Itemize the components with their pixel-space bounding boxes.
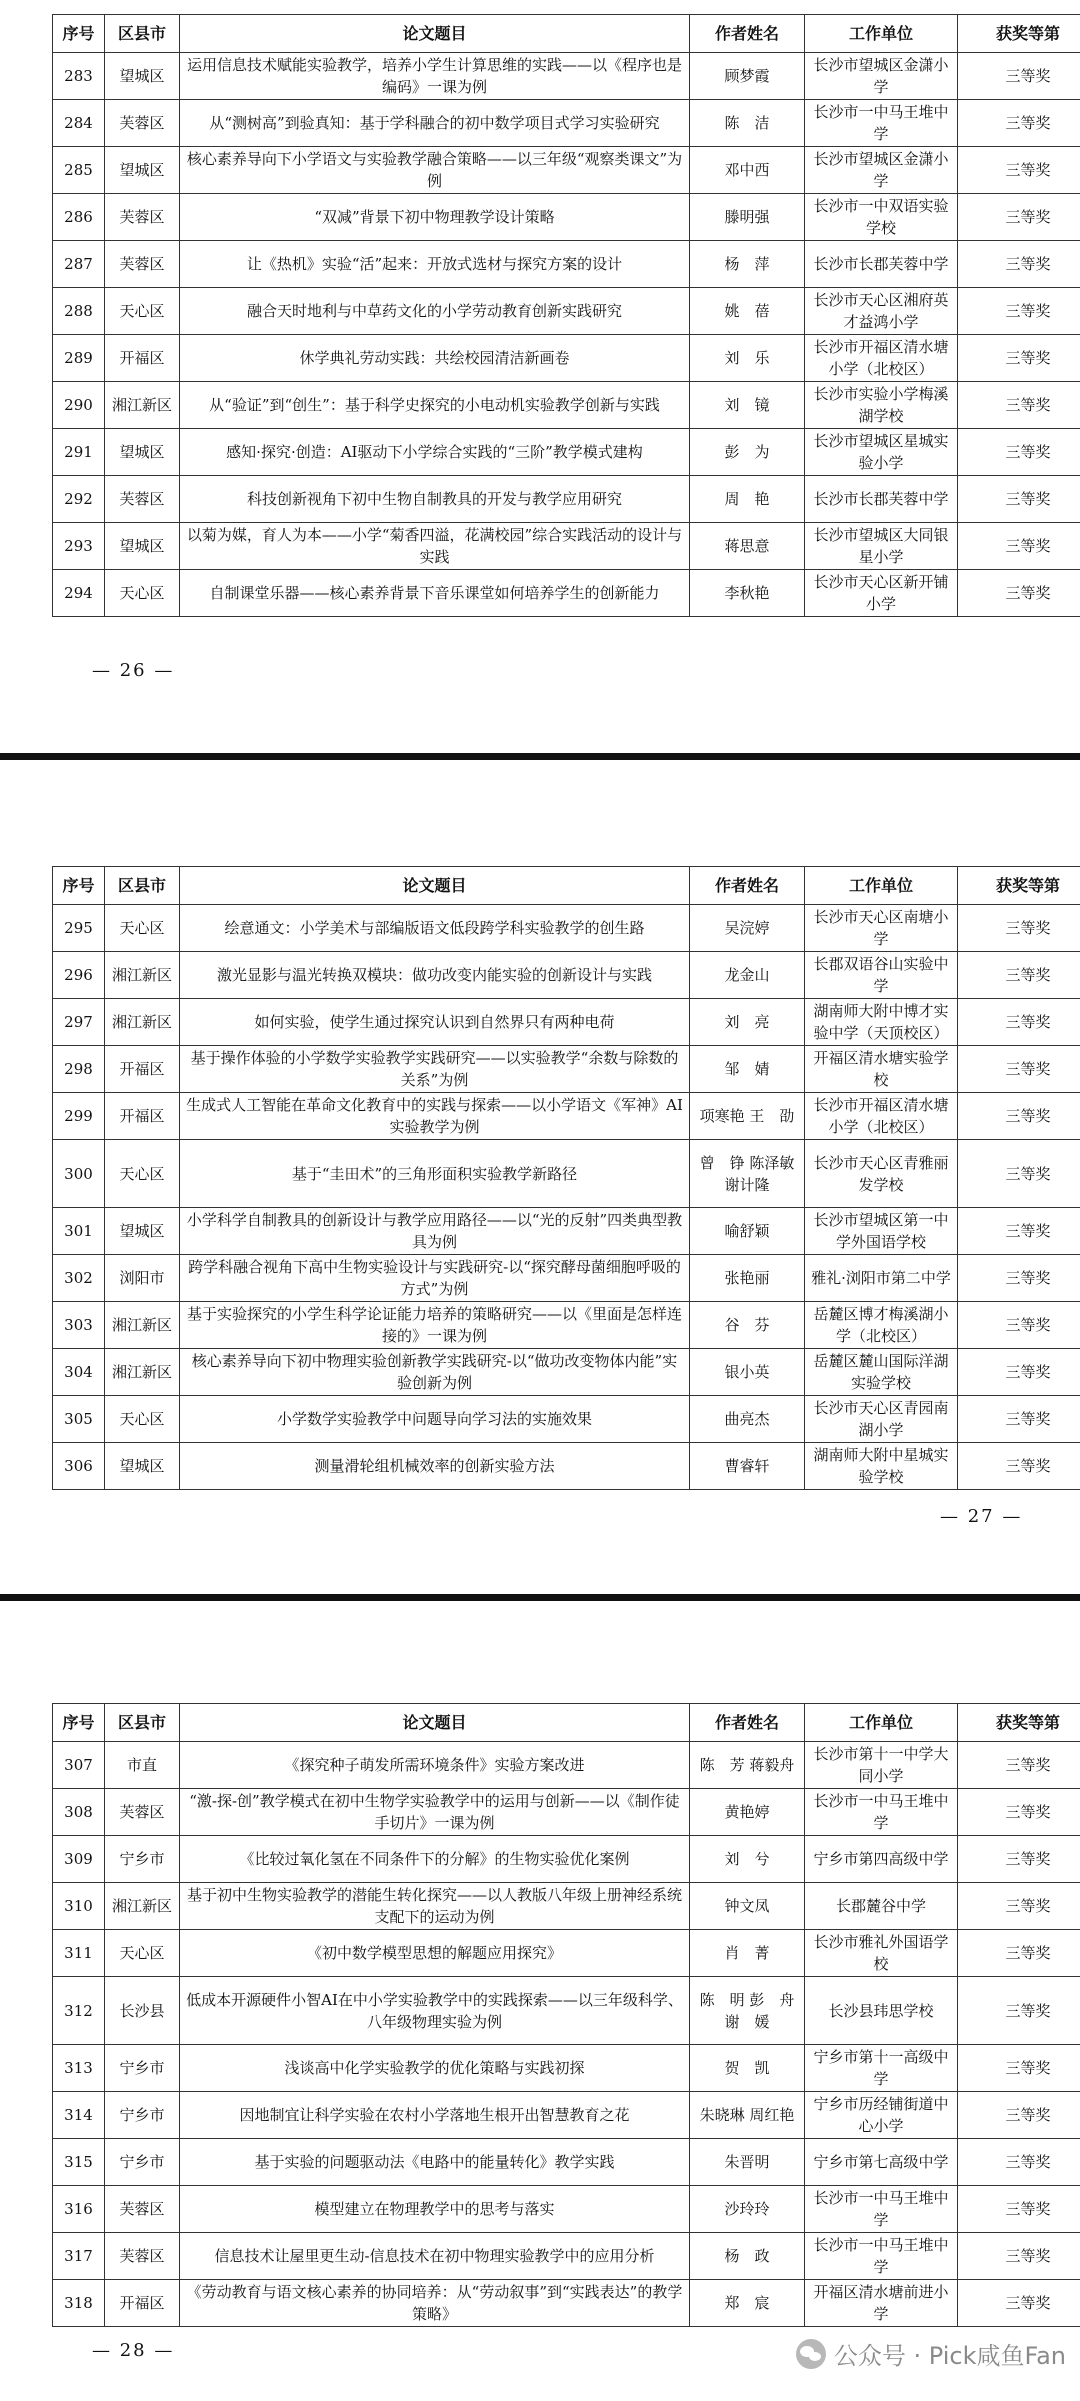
cell-author: 朱晓琳 周红艳 — [690, 2092, 805, 2139]
cell-title: 休学典礼劳动实践：共绘校园清洁新画卷 — [180, 335, 690, 382]
cell-number: 296 — [53, 952, 105, 999]
cell-author: 李秋艳 — [690, 570, 805, 617]
cell-number: 285 — [53, 147, 105, 194]
cell-district: 宁乡市 — [105, 2092, 180, 2139]
cell-author: 杨 萍 — [690, 241, 805, 288]
cell-unit: 长沙市一中双语实验学校 — [805, 194, 958, 241]
cell-unit: 长沙市天心区湘府英才益鸿小学 — [805, 288, 958, 335]
cell-author: 朱晋明 — [690, 2139, 805, 2186]
cell-unit: 开福区清水塘实验学校 — [805, 1046, 958, 1093]
cell-award: 三等奖 — [958, 523, 1080, 570]
cell-unit: 宁乡市第四高级中学 — [805, 1836, 958, 1883]
cell-title: 基于“圭田术”的三角形面积实验教学新路径 — [180, 1140, 690, 1208]
cell-unit: 岳麓区麓山国际洋湖实验学校 — [805, 1349, 958, 1396]
cell-number: 289 — [53, 335, 105, 382]
cell-author: 陈 明 彭 舟 谢 媛 — [690, 1977, 805, 2045]
cell-district: 宁乡市 — [105, 2139, 180, 2186]
cell-award: 三等奖 — [958, 2233, 1080, 2280]
award-table — [52, 14, 1080, 617]
cell-district: 湘江新区 — [105, 999, 180, 1046]
cell-award: 三等奖 — [958, 335, 1080, 382]
cell-unit: 长沙市望城区金潇小学 — [805, 147, 958, 194]
header-number: 序号 — [53, 15, 105, 53]
table-row — [53, 1789, 1080, 1836]
cell-award: 三等奖 — [958, 1977, 1080, 2045]
cell-title: 融合天时地利与中草药文化的小学劳动教育创新实践研究 — [180, 288, 690, 335]
cell-title: 以菊为媒，育人为本——小学“菊香四溢，花满校园”综合实践活动的设计与实践 — [180, 523, 690, 570]
cell-district: 开福区 — [105, 1093, 180, 1140]
cell-award: 三等奖 — [958, 2045, 1080, 2092]
cell-unit: 长沙市开福区清水塘小学（北校区） — [805, 335, 958, 382]
cell-award: 三等奖 — [958, 2139, 1080, 2186]
page-number: — 26 — — [92, 660, 175, 681]
table-row — [53, 147, 1080, 194]
cell-title: 如何实验，使学生通过探究认识到自然界只有两种电荷 — [180, 999, 690, 1046]
cell-title: 浅谈高中化学实验教学的优化策略与实践初探 — [180, 2045, 690, 2092]
cell-unit: 长沙市一中马王堆中学 — [805, 1789, 958, 1836]
cell-title: 让《热机》实验“活”起来：开放式选材与探究方案的设计 — [180, 241, 690, 288]
cell-number: 316 — [53, 2186, 105, 2233]
cell-district: 宁乡市 — [105, 2045, 180, 2092]
cell-district: 天心区 — [105, 1396, 180, 1443]
cell-number: 286 — [53, 194, 105, 241]
cell-number: 315 — [53, 2139, 105, 2186]
cell-number: 298 — [53, 1046, 105, 1093]
cell-district: 浏阳市 — [105, 1255, 180, 1302]
cell-district: 芙蓉区 — [105, 100, 180, 147]
cell-title: 因地制宜让科学实验在农村小学落地生根开出智慧教育之花 — [180, 2092, 690, 2139]
cell-title: 感知·探究·创造：AI驱动下小学综合实践的“三阶”教学模式建构 — [180, 429, 690, 476]
cell-number: 290 — [53, 382, 105, 429]
cell-unit: 宁乡市第十一高级中学 — [805, 2045, 958, 2092]
cell-award: 三等奖 — [958, 100, 1080, 147]
cell-award: 三等奖 — [958, 429, 1080, 476]
table-row — [53, 2186, 1080, 2233]
cell-unit: 长沙市一中马王堆中学 — [805, 2233, 958, 2280]
header-award: 获奖等第 — [958, 1704, 1080, 1742]
table-row — [53, 2139, 1080, 2186]
cell-district: 开福区 — [105, 335, 180, 382]
cell-author: 项寒艳 王 劭 — [690, 1093, 805, 1140]
cell-number: 309 — [53, 1836, 105, 1883]
cell-title: 绘意通文：小学美术与部编版语文低段跨学科实验教学的创生路 — [180, 905, 690, 952]
cell-author: 钟文凤 — [690, 1883, 805, 1930]
table-header-row — [53, 1704, 1080, 1742]
cell-award: 三等奖 — [958, 53, 1080, 100]
cell-unit: 长沙市雅礼外国语学校 — [805, 1930, 958, 1977]
cell-number: 294 — [53, 570, 105, 617]
cell-author: 陈 洁 — [690, 100, 805, 147]
cell-title: 从“测树高”到验真知：基于学科融合的初中数学项目式学习实验研究 — [180, 100, 690, 147]
cell-author: 沙玲玲 — [690, 2186, 805, 2233]
header-unit: 工作单位 — [805, 867, 958, 905]
cell-award: 三等奖 — [958, 147, 1080, 194]
cell-unit: 长沙市长郡芙蓉中学 — [805, 241, 958, 288]
table-row — [53, 241, 1080, 288]
cell-district: 天心区 — [105, 288, 180, 335]
cell-author: 郑 宸 — [690, 2280, 805, 2327]
page-separator — [0, 753, 1080, 760]
table-row — [53, 905, 1080, 952]
cell-district: 望城区 — [105, 147, 180, 194]
cell-title: 自制课堂乐器——核心素养背景下音乐课堂如何培养学生的创新能力 — [180, 570, 690, 617]
cell-author: 邓中西 — [690, 147, 805, 194]
cell-unit: 长沙市第十一中学大同小学 — [805, 1742, 958, 1789]
cell-district: 芙蓉区 — [105, 1789, 180, 1836]
cell-number: 287 — [53, 241, 105, 288]
cell-unit: 长沙市天心区南塘小学 — [805, 905, 958, 952]
table-row — [53, 2280, 1080, 2327]
table-row — [53, 999, 1080, 1046]
cell-district: 湘江新区 — [105, 1302, 180, 1349]
cell-number: 301 — [53, 1208, 105, 1255]
cell-author: 曹睿轩 — [690, 1443, 805, 1490]
table-row — [53, 429, 1080, 476]
cell-district: 望城区 — [105, 1208, 180, 1255]
table-row — [53, 1349, 1080, 1396]
cell-district: 望城区 — [105, 429, 180, 476]
cell-title: 信息技术让屋里更生动-信息技术在初中物理实验教学中的应用分析 — [180, 2233, 690, 2280]
table-row — [53, 1093, 1080, 1140]
cell-district: 望城区 — [105, 1443, 180, 1490]
cell-unit: 宁乡市第七高级中学 — [805, 2139, 958, 2186]
header-district: 区县市 — [105, 1704, 180, 1742]
cell-award: 三等奖 — [958, 2280, 1080, 2327]
cell-author: 张艳丽 — [690, 1255, 805, 1302]
cell-number: 295 — [53, 905, 105, 952]
cell-number: 293 — [53, 523, 105, 570]
cell-unit: 长郡双语谷山实验中学 — [805, 952, 958, 999]
cell-author: 吴浣婷 — [690, 905, 805, 952]
cell-unit: 长沙市一中马王堆中学 — [805, 2186, 958, 2233]
cell-unit: 长沙县玮思学校 — [805, 1977, 958, 2045]
cell-author: 刘 乐 — [690, 335, 805, 382]
cell-unit: 长沙市天心区青园南湖小学 — [805, 1396, 958, 1443]
header-author: 作者姓名 — [690, 867, 805, 905]
cell-title: 基于操作体验的小学数学实验教学实践研究——以实验教学“余数与除数的关系”为例 — [180, 1046, 690, 1093]
cell-title: 生成式人工智能在革命文化教育中的实践与探索——以小学语文《军神》AI实验教学为例 — [180, 1093, 690, 1140]
cell-title: 核心素养导向下初中物理实验创新教学实践研究-以“做功改变物体内能”实验创新为例 — [180, 1349, 690, 1396]
cell-number: 299 — [53, 1093, 105, 1140]
cell-title: 《初中数学模型思想的解题应用探究》 — [180, 1930, 690, 1977]
cell-number: 283 — [53, 53, 105, 100]
cell-number: 291 — [53, 429, 105, 476]
cell-number: 318 — [53, 2280, 105, 2327]
table-row — [53, 1208, 1080, 1255]
cell-number: 314 — [53, 2092, 105, 2139]
cell-title: 跨学科融合视角下高中生物实验设计与实践研究-以“探究酵母菌细胞呼吸的方式”为例 — [180, 1255, 690, 1302]
header-unit: 工作单位 — [805, 15, 958, 53]
cell-author: 陈 芳 蒋毅舟 — [690, 1742, 805, 1789]
cell-number: 307 — [53, 1742, 105, 1789]
cell-district: 开福区 — [105, 1046, 180, 1093]
table-row — [53, 194, 1080, 241]
cell-award: 三等奖 — [958, 1742, 1080, 1789]
cell-award: 三等奖 — [958, 1255, 1080, 1302]
cell-unit: 长沙市开福区清水塘小学（北校区） — [805, 1093, 958, 1140]
cell-author: 滕明强 — [690, 194, 805, 241]
cell-title: 核心素养导向下小学语文与实验教学融合策略——以三年级“观察类课文”为例 — [180, 147, 690, 194]
cell-author: 刘 镜 — [690, 382, 805, 429]
cell-district: 芙蓉区 — [105, 241, 180, 288]
cell-award: 三等奖 — [958, 1789, 1080, 1836]
cell-district: 长沙县 — [105, 1977, 180, 2045]
cell-award: 三等奖 — [958, 288, 1080, 335]
cell-award: 三等奖 — [958, 1396, 1080, 1443]
cell-author: 喻舒颖 — [690, 1208, 805, 1255]
cell-author: 肖 菁 — [690, 1930, 805, 1977]
cell-district: 望城区 — [105, 53, 180, 100]
award-table — [52, 1703, 1080, 2327]
cell-title: 小学数学实验教学中问题导向学习法的实施效果 — [180, 1396, 690, 1443]
cell-number: 288 — [53, 288, 105, 335]
table-row — [53, 523, 1080, 570]
table-row — [53, 53, 1080, 100]
cell-district: 市直 — [105, 1742, 180, 1789]
cell-award: 三等奖 — [958, 1046, 1080, 1093]
cell-unit: 雅礼·浏阳市第二中学 — [805, 1255, 958, 1302]
cell-number: 292 — [53, 476, 105, 523]
header-district: 区县市 — [105, 867, 180, 905]
cell-award: 三等奖 — [958, 1093, 1080, 1140]
cell-number: 304 — [53, 1349, 105, 1396]
cell-award: 三等奖 — [958, 1443, 1080, 1490]
cell-district: 湘江新区 — [105, 1883, 180, 1930]
cell-title: 基于实验探究的小学生科学论证能力培养的策略研究——以《里面是怎样连接的》一课为例 — [180, 1302, 690, 1349]
cell-district: 芙蓉区 — [105, 2186, 180, 2233]
cell-district: 湘江新区 — [105, 952, 180, 999]
cell-title: 《劳动教育与语文核心素养的协同培养：从“劳动叙事”到“实践表达”的教学策略》 — [180, 2280, 690, 2327]
cell-district: 望城区 — [105, 523, 180, 570]
cell-award: 三等奖 — [958, 2092, 1080, 2139]
cell-district: 芙蓉区 — [105, 476, 180, 523]
cell-title: “激-探-创”教学模式在初中生物学实验教学中的运用与创新——以《制作徒手切片》一课为例 — [180, 1789, 690, 1836]
cell-author: 龙金山 — [690, 952, 805, 999]
header-award: 获奖等第 — [958, 15, 1080, 53]
cell-award: 三等奖 — [958, 952, 1080, 999]
cell-award: 三等奖 — [958, 570, 1080, 617]
header-number: 序号 — [53, 867, 105, 905]
cell-district: 芙蓉区 — [105, 194, 180, 241]
cell-author: 贺 凯 — [690, 2045, 805, 2092]
table-header-row — [53, 867, 1080, 905]
header-title: 论文题目 — [180, 15, 690, 53]
header-district: 区县市 — [105, 15, 180, 53]
header-title: 论文题目 — [180, 867, 690, 905]
table-row — [53, 382, 1080, 429]
cell-number: 317 — [53, 2233, 105, 2280]
table-header-row — [53, 15, 1080, 53]
table-row — [53, 1883, 1080, 1930]
cell-title: 测量滑轮组机械效率的创新实验方法 — [180, 1443, 690, 1490]
cell-unit: 宁乡市历经铺街道中心小学 — [805, 2092, 958, 2139]
cell-award: 三等奖 — [958, 2186, 1080, 2233]
table-row — [53, 1046, 1080, 1093]
cell-number: 297 — [53, 999, 105, 1046]
cell-title: 激光显影与温光转换双模块：做功改变内能实验的创新设计与实践 — [180, 952, 690, 999]
table-row — [53, 952, 1080, 999]
watermark — [796, 2336, 1066, 2371]
cell-award: 三等奖 — [958, 1836, 1080, 1883]
cell-award: 三等奖 — [958, 1883, 1080, 1930]
page-number: — 27 — — [940, 1506, 1023, 1527]
cell-number: 311 — [53, 1930, 105, 1977]
header-number: 序号 — [53, 1704, 105, 1742]
cell-author: 刘 兮 — [690, 1836, 805, 1883]
cell-unit: 长沙市望城区第一中学外国语学校 — [805, 1208, 958, 1255]
header-unit: 工作单位 — [805, 1704, 958, 1742]
cell-award: 三等奖 — [958, 1302, 1080, 1349]
cell-number: 310 — [53, 1883, 105, 1930]
table-row — [53, 1396, 1080, 1443]
table-row — [53, 100, 1080, 147]
cell-title: 小学科学自制教具的创新设计与教学应用路径——以“光的反射”四类典型教具为例 — [180, 1208, 690, 1255]
cell-number: 302 — [53, 1255, 105, 1302]
cell-unit: 长沙市天心区青雅丽发学校 — [805, 1140, 958, 1208]
cell-award: 三等奖 — [958, 241, 1080, 288]
cell-number: 305 — [53, 1396, 105, 1443]
table-row — [53, 2045, 1080, 2092]
cell-title: 低成本开源硬件小智AI在中小学实验教学中的实践探索——以三年级科学、八年级物理实验为例 — [180, 1977, 690, 2045]
cell-number: 313 — [53, 2045, 105, 2092]
cell-author: 刘 亮 — [690, 999, 805, 1046]
cell-district: 天心区 — [105, 570, 180, 617]
cell-title: 基于初中生物实验教学的潜能生转化探究——以人教版八年级上册神经系统支配下的运动为例 — [180, 1883, 690, 1930]
cell-title: “双减”背景下初中物理教学设计策略 — [180, 194, 690, 241]
cell-author: 姚 蓓 — [690, 288, 805, 335]
table-row — [53, 1977, 1080, 2045]
table-row — [53, 1255, 1080, 1302]
cell-district: 天心区 — [105, 1930, 180, 1977]
cell-title: 从“验证”到“创生”：基于科学史探究的小电动机实验教学创新与实践 — [180, 382, 690, 429]
cell-author: 黄艳婷 — [690, 1789, 805, 1836]
header-title: 论文题目 — [180, 1704, 690, 1742]
cell-number: 300 — [53, 1140, 105, 1208]
cell-unit: 长沙市望城区金潇小学 — [805, 53, 958, 100]
page-separator — [0, 1594, 1080, 1601]
cell-district: 天心区 — [105, 1140, 180, 1208]
cell-author: 曲亮杰 — [690, 1396, 805, 1443]
cell-unit: 长沙市长郡芙蓉中学 — [805, 476, 958, 523]
cell-number: 308 — [53, 1789, 105, 1836]
cell-award: 三等奖 — [958, 1349, 1080, 1396]
cell-district: 湘江新区 — [105, 382, 180, 429]
cell-unit: 长沙市望城区星城实验小学 — [805, 429, 958, 476]
cell-award: 三等奖 — [958, 1208, 1080, 1255]
cell-author: 杨 政 — [690, 2233, 805, 2280]
cell-title: 科技创新视角下初中生物自制教具的开发与教学应用研究 — [180, 476, 690, 523]
cell-award: 三等奖 — [958, 382, 1080, 429]
cell-author: 周 艳 — [690, 476, 805, 523]
table-row — [53, 1836, 1080, 1883]
cell-award: 三等奖 — [958, 999, 1080, 1046]
table-row — [53, 1302, 1080, 1349]
table-row — [53, 476, 1080, 523]
cell-award: 三等奖 — [958, 1140, 1080, 1208]
cell-number: 306 — [53, 1443, 105, 1490]
cell-award: 三等奖 — [958, 194, 1080, 241]
table-row — [53, 1742, 1080, 1789]
cell-title: 《比较过氧化氢在不同条件下的分解》的生物实验优化案例 — [180, 1836, 690, 1883]
table-row — [53, 335, 1080, 382]
cell-unit: 湖南师大附中星城实验学校 — [805, 1443, 958, 1490]
cell-title: 基于实验的问题驱动法《电路中的能量转化》教学实践 — [180, 2139, 690, 2186]
table-row — [53, 570, 1080, 617]
cell-author: 曾 铮 陈泽敏 谢计隆 — [690, 1140, 805, 1208]
table-row — [53, 288, 1080, 335]
cell-unit: 湖南师大附中博才实验中学（天顶校区） — [805, 999, 958, 1046]
cell-district: 湘江新区 — [105, 1349, 180, 1396]
cell-number: 284 — [53, 100, 105, 147]
cell-district: 宁乡市 — [105, 1836, 180, 1883]
table-row — [53, 1140, 1080, 1208]
cell-unit: 长郡麓谷中学 — [805, 1883, 958, 1930]
cell-unit: 长沙市望城区大同银星小学 — [805, 523, 958, 570]
watermark-label: 公众号 · Pick咸鱼Fan — [833, 2342, 1066, 2370]
header-author: 作者姓名 — [690, 1704, 805, 1742]
cell-district: 芙蓉区 — [105, 2233, 180, 2280]
cell-unit: 开福区清水塘前进小学 — [805, 2280, 958, 2327]
cell-author: 邹 婧 — [690, 1046, 805, 1093]
cell-author: 谷 芬 — [690, 1302, 805, 1349]
header-award: 获奖等第 — [958, 867, 1080, 905]
cell-award: 三等奖 — [958, 476, 1080, 523]
cell-unit: 长沙市天心区新开铺小学 — [805, 570, 958, 617]
cell-author: 顾梦霞 — [690, 53, 805, 100]
page-number: — 28 — — [92, 2340, 175, 2361]
cell-title: 《探究种子萌发所需环境条件》实验方案改进 — [180, 1742, 690, 1789]
cell-award: 三等奖 — [958, 1930, 1080, 1977]
cell-unit: 长沙市实验小学梅溪湖学校 — [805, 382, 958, 429]
cell-award: 三等奖 — [958, 905, 1080, 952]
cell-number: 303 — [53, 1302, 105, 1349]
cell-district: 天心区 — [105, 905, 180, 952]
table-row — [53, 2092, 1080, 2139]
cell-number: 312 — [53, 1977, 105, 2045]
cell-author: 彭 为 — [690, 429, 805, 476]
table-row — [53, 1930, 1080, 1977]
cell-title: 模型建立在物理教学中的思考与落实 — [180, 2186, 690, 2233]
header-author: 作者姓名 — [690, 15, 805, 53]
cell-unit: 岳麓区博才梅溪湖小学（北校区） — [805, 1302, 958, 1349]
cell-unit: 长沙市一中马王堆中学 — [805, 100, 958, 147]
cell-district: 开福区 — [105, 2280, 180, 2327]
cell-author: 银小英 — [690, 1349, 805, 1396]
wechat-icon — [796, 2339, 826, 2369]
table-row — [53, 1443, 1080, 1490]
cell-author: 蒋思意 — [690, 523, 805, 570]
cell-title: 运用信息技术赋能实验教学，培养小学生计算思维的实践——以《程序也是编码》一课为例 — [180, 53, 690, 100]
award-table — [52, 866, 1080, 1490]
table-row — [53, 2233, 1080, 2280]
